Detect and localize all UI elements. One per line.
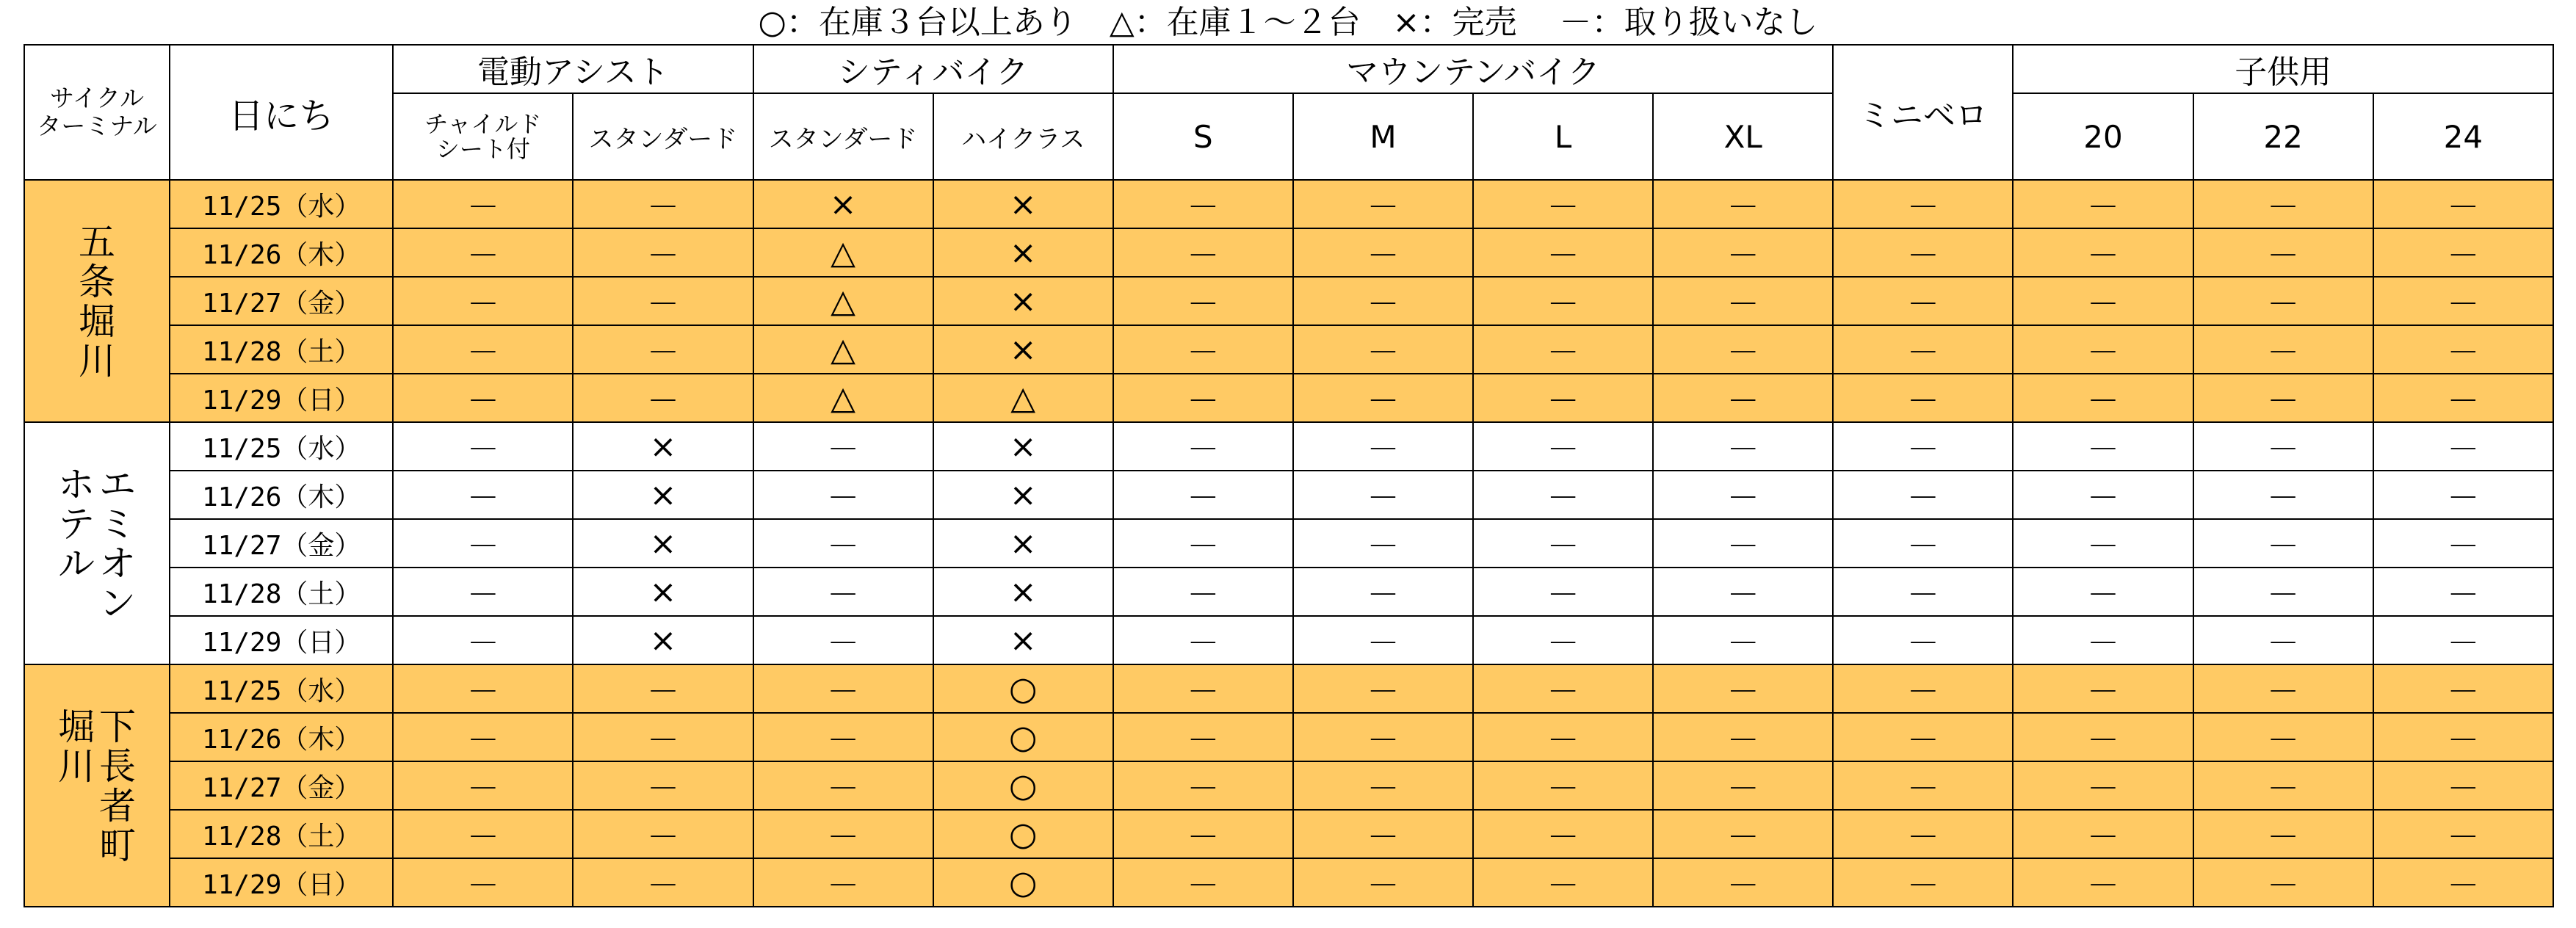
stock-cell: － [1473, 180, 1653, 228]
stock-cell: － [1473, 858, 1653, 907]
stock-cell: － [1473, 277, 1653, 325]
stock-cell: － [1113, 519, 1293, 568]
stock-cell: － [1293, 664, 1473, 713]
stock-cell: － [753, 519, 933, 568]
terminal-name-char: 堀 [79, 300, 116, 343]
stock-cell: － [1113, 228, 1293, 277]
stock-cell: － [1653, 422, 1833, 471]
stock-cell: × [933, 325, 1113, 374]
table-row [24, 713, 2553, 761]
stock-cell: － [2013, 664, 2193, 713]
inventory-table [23, 44, 2554, 907]
terminal-name-char: 川 [79, 339, 116, 383]
stock-cell: － [573, 713, 753, 761]
stock-cell: － [1293, 180, 1473, 228]
table-row [24, 616, 2553, 664]
stock-cell: － [753, 616, 933, 664]
stock-cell: － [1113, 568, 1293, 616]
stock-cell: － [1473, 810, 1653, 858]
stock-cell: － [1833, 858, 2013, 907]
stock-cell: － [1113, 810, 1293, 858]
date-cell: 11/25（水） [170, 180, 393, 228]
stock-cell: － [2013, 713, 2193, 761]
stock-cell: － [1293, 761, 1473, 810]
stock-cell: ○ [933, 858, 1113, 907]
stock-cell: － [2373, 374, 2553, 422]
table-row [24, 519, 2553, 568]
size-s-header: S [1113, 93, 1293, 180]
stock-cell: － [2193, 664, 2373, 713]
stock-cell: － [2193, 713, 2373, 761]
stock-cell: － [573, 810, 753, 858]
electric-standard-header: スタンダード [573, 93, 753, 180]
stock-cell: － [1653, 761, 1833, 810]
stock-cell: △ [753, 374, 933, 422]
table-row [24, 810, 2553, 858]
stock-cell: － [2013, 277, 2193, 325]
stock-cell: － [1293, 471, 1473, 519]
stock-cell: － [393, 180, 573, 228]
stock-cell: － [753, 761, 933, 810]
terminal-name [24, 180, 170, 422]
stock-cell: － [2373, 471, 2553, 519]
kids-24-header: 24 [2373, 93, 2553, 180]
terminal-header-line1: サイクル [50, 84, 145, 112]
stock-cell: － [1653, 471, 1833, 519]
stock-cell: － [2013, 616, 2193, 664]
stock-cell: － [573, 325, 753, 374]
stock-cell: － [1473, 519, 1653, 568]
stock-cell: － [1473, 374, 1653, 422]
terminal-name-char: テ [58, 502, 95, 545]
stock-cell: － [1653, 277, 1833, 325]
date-cell: 11/26（木） [170, 713, 393, 761]
inventory-body [24, 180, 2553, 907]
stock-cell: － [2373, 616, 2553, 664]
date-cell: 11/28（土） [170, 810, 393, 858]
table-row [24, 180, 2553, 228]
stock-cell: － [1293, 519, 1473, 568]
stock-cell: － [1833, 180, 2013, 228]
table-row [24, 228, 2553, 277]
stock-cell: － [2373, 519, 2553, 568]
stock-cell: △ [753, 325, 933, 374]
date-cell: 11/25（水） [170, 664, 393, 713]
stock-cell: － [1653, 228, 1833, 277]
stock-cell: － [1473, 228, 1653, 277]
stock-cell: － [1113, 325, 1293, 374]
terminal-name-char: ミ [99, 502, 137, 545]
city-standard-header: スタンダード [753, 93, 933, 180]
stock-cell: ○ [933, 810, 1113, 858]
stock-cell: － [2193, 277, 2373, 325]
stock-cell: △ [753, 228, 933, 277]
terminal-name-char: エ [99, 463, 137, 506]
stock-cell: － [1653, 180, 1833, 228]
stock-cell: － [2013, 374, 2193, 422]
size-xl-header: XL [1653, 93, 1833, 180]
stock-cell: － [393, 471, 573, 519]
terminal-header [24, 45, 170, 180]
stock-cell: － [393, 664, 573, 713]
stock-cell: － [1473, 568, 1653, 616]
child-seat-line2: シート付 [435, 135, 530, 163]
stock-cell: － [1293, 858, 1473, 907]
stock-cell: － [2013, 180, 2193, 228]
stock-cell: － [753, 713, 933, 761]
stock-cell: － [753, 471, 933, 519]
terminal-name-char: 堀 [58, 705, 95, 748]
stock-cell: － [2193, 519, 2373, 568]
group-electric-header: 電動アシスト [393, 45, 753, 93]
terminal-name-char: オ [99, 542, 137, 585]
stock-cell: － [1293, 228, 1473, 277]
kids-22-header: 22 [2193, 93, 2373, 180]
stock-cell: － [1833, 422, 2013, 471]
stock-cell: － [753, 810, 933, 858]
date-cell: 11/29（日） [170, 616, 393, 664]
table-row [24, 664, 2553, 713]
date-cell: 11/25（水） [170, 422, 393, 471]
date-header: 日にち [170, 45, 393, 180]
date-cell: 11/27（金） [170, 519, 393, 568]
stock-cell: － [1113, 761, 1293, 810]
terminal-name-char: ホ [58, 463, 95, 506]
stock-cell: － [1653, 519, 1833, 568]
stock-cell: － [1473, 471, 1653, 519]
stock-cell: × [933, 422, 1113, 471]
terminal-name [24, 422, 170, 664]
terminal-name-char: 川 [58, 744, 95, 788]
stock-cell: × [573, 471, 753, 519]
stock-cell: － [1833, 616, 2013, 664]
stock-cell: － [1653, 713, 1833, 761]
child-seat-header [393, 93, 573, 180]
stock-cell: － [2373, 713, 2553, 761]
stock-cell: － [2193, 810, 2373, 858]
stock-cell: － [2193, 228, 2373, 277]
stock-cell: － [1293, 713, 1473, 761]
stock-cell: － [1293, 422, 1473, 471]
stock-cell: ○ [933, 713, 1113, 761]
stock-cell: － [2013, 228, 2193, 277]
stock-cell: － [393, 519, 573, 568]
size-m-header: M [1293, 93, 1473, 180]
stock-cell: × [933, 471, 1113, 519]
group-mini-header: ミニベロ [1833, 45, 2013, 180]
stock-cell: － [1473, 664, 1653, 713]
table-row [24, 325, 2553, 374]
stock-cell: － [2373, 761, 2553, 810]
stock-cell: × [933, 519, 1113, 568]
stock-cell: － [1653, 858, 1833, 907]
stock-cell: － [2373, 325, 2553, 374]
stock-cell: × [933, 568, 1113, 616]
stock-cell: － [1293, 810, 1473, 858]
stock-cell: － [1293, 277, 1473, 325]
stock-cell: － [1833, 568, 2013, 616]
stock-cell: － [573, 858, 753, 907]
stock-cell: × [933, 228, 1113, 277]
stock-cell: － [2193, 568, 2373, 616]
stock-cell: － [1113, 664, 1293, 713]
stock-cell: － [1833, 713, 2013, 761]
stock-cell: － [2373, 422, 2553, 471]
stock-cell: － [1113, 374, 1293, 422]
stock-cell: － [1833, 664, 2013, 713]
size-l-header: L [1473, 93, 1653, 180]
date-cell: 11/29（日） [170, 374, 393, 422]
stock-cell: － [1653, 810, 1833, 858]
stock-cell: － [573, 761, 753, 810]
stock-cell: － [1833, 519, 2013, 568]
stock-cell: － [2013, 325, 2193, 374]
stock-cell: － [753, 858, 933, 907]
table-row [24, 858, 2553, 907]
table-row [24, 374, 2553, 422]
stock-cell: － [393, 277, 573, 325]
stock-cell: － [2193, 858, 2373, 907]
table-row [24, 568, 2553, 616]
stock-cell: － [2373, 180, 2553, 228]
stock-cell: ○ [933, 761, 1113, 810]
stock-cell: － [1473, 422, 1653, 471]
stock-cell: － [2373, 858, 2553, 907]
date-cell: 11/29（日） [170, 858, 393, 907]
high-class-header: ハイクラス [933, 93, 1113, 180]
stock-cell: － [2193, 471, 2373, 519]
stock-cell: － [2373, 228, 2553, 277]
stock-cell: － [1653, 664, 1833, 713]
stock-cell: － [2193, 422, 2373, 471]
stock-cell: － [1833, 228, 2013, 277]
stock-cell: － [1113, 422, 1293, 471]
table-row [24, 471, 2553, 519]
stock-cell: × [573, 519, 753, 568]
terminal-name-char: 下 [99, 705, 137, 748]
terminal-name-char: 長 [99, 744, 137, 788]
stock-cell: × [933, 180, 1113, 228]
stock-cell: － [393, 858, 573, 907]
stock-cell: － [2013, 519, 2193, 568]
stock-cell: － [393, 228, 573, 277]
stock-cell: × [933, 277, 1113, 325]
stock-cell: － [1473, 616, 1653, 664]
stock-cell: × [573, 568, 753, 616]
stock-cell: － [1833, 325, 2013, 374]
stock-cell: － [2373, 568, 2553, 616]
terminal-name [24, 664, 170, 907]
stock-cell: － [573, 374, 753, 422]
stock-cell: － [1833, 761, 2013, 810]
child-seat-line1: チャイルド [424, 110, 542, 138]
stock-cell: － [1113, 180, 1293, 228]
stock-cell: － [1293, 374, 1473, 422]
stock-cell: × [573, 616, 753, 664]
stock-cell: － [393, 713, 573, 761]
stock-cell: － [1113, 471, 1293, 519]
group-city-header: シティバイク [753, 45, 1113, 93]
terminal-name-char: 条 [79, 260, 116, 303]
stock-cell: － [2193, 325, 2373, 374]
terminal-name-char: 町 [99, 824, 137, 867]
stock-cell: － [2013, 761, 2193, 810]
stock-cell: － [1833, 374, 2013, 422]
stock-cell: － [2193, 374, 2373, 422]
stock-cell: － [1473, 761, 1653, 810]
stock-cell: － [1833, 810, 2013, 858]
kids-20-header: 20 [2013, 93, 2193, 180]
table-row [24, 761, 2553, 810]
stock-cell: × [573, 422, 753, 471]
date-cell: 11/27（金） [170, 761, 393, 810]
stock-cell: － [1293, 325, 1473, 374]
stock-cell: － [1833, 277, 2013, 325]
stock-cell: － [753, 568, 933, 616]
stock-cell: － [2193, 616, 2373, 664]
date-cell: 11/26（木） [170, 471, 393, 519]
stock-cell: － [1293, 568, 1473, 616]
stock-cell: △ [753, 277, 933, 325]
stock-cell: － [1113, 858, 1293, 907]
stock-cell: － [393, 568, 573, 616]
stock-cell: － [2193, 761, 2373, 810]
stock-cell: △ [933, 374, 1113, 422]
date-cell: 11/28（土） [170, 325, 393, 374]
stock-cell: × [933, 616, 1113, 664]
stock-cell: － [393, 422, 573, 471]
stock-cell: － [2193, 180, 2373, 228]
legend: ○：在庫３台以上あり △：在庫１～２台 ×：完売 －：取り扱いなし [758, 4, 1818, 41]
stock-cell: － [2013, 810, 2193, 858]
date-cell: 11/27（金） [170, 277, 393, 325]
group-kids-header: 子供用 [2013, 45, 2553, 93]
stock-cell: － [393, 616, 573, 664]
stock-cell: － [2013, 422, 2193, 471]
stock-cell: － [1113, 277, 1293, 325]
stock-cell: － [2373, 810, 2553, 858]
stock-cell: － [393, 761, 573, 810]
stock-cell: － [2373, 664, 2553, 713]
stock-cell: － [1653, 568, 1833, 616]
table-row [24, 277, 2553, 325]
stock-cell: × [753, 180, 933, 228]
stock-cell: － [1653, 374, 1833, 422]
stock-cell: － [393, 325, 573, 374]
date-cell: 11/28（土） [170, 568, 393, 616]
table-row [24, 422, 2553, 471]
stock-cell: － [2013, 471, 2193, 519]
stock-cell: － [1113, 713, 1293, 761]
stock-cell: － [573, 180, 753, 228]
stock-cell: － [2373, 277, 2553, 325]
stock-cell: － [573, 277, 753, 325]
stock-cell: － [573, 228, 753, 277]
terminal-header-line2: ターミナル [37, 112, 157, 140]
stock-cell: － [1833, 471, 2013, 519]
stock-cell: － [1473, 325, 1653, 374]
stock-cell: － [753, 664, 933, 713]
terminal-name-char: 五 [79, 220, 116, 264]
stock-cell: － [393, 810, 573, 858]
terminal-name-char: 者 [99, 784, 137, 827]
terminal-name-char: ン [99, 581, 137, 625]
stock-cell: － [1293, 616, 1473, 664]
stock-cell: － [1653, 325, 1833, 374]
stock-cell: － [753, 422, 933, 471]
stock-cell: － [2013, 858, 2193, 907]
stock-cell: － [2013, 568, 2193, 616]
group-mountain-header: マウンテンバイク [1113, 45, 1834, 93]
date-cell: 11/26（木） [170, 228, 393, 277]
stock-cell: － [1653, 616, 1833, 664]
stock-cell: － [1473, 713, 1653, 761]
terminal-name-char: ル [58, 542, 95, 585]
stock-cell: － [573, 664, 753, 713]
stock-cell: － [393, 374, 573, 422]
stock-cell: － [1113, 616, 1293, 664]
stock-cell: ○ [933, 664, 1113, 713]
